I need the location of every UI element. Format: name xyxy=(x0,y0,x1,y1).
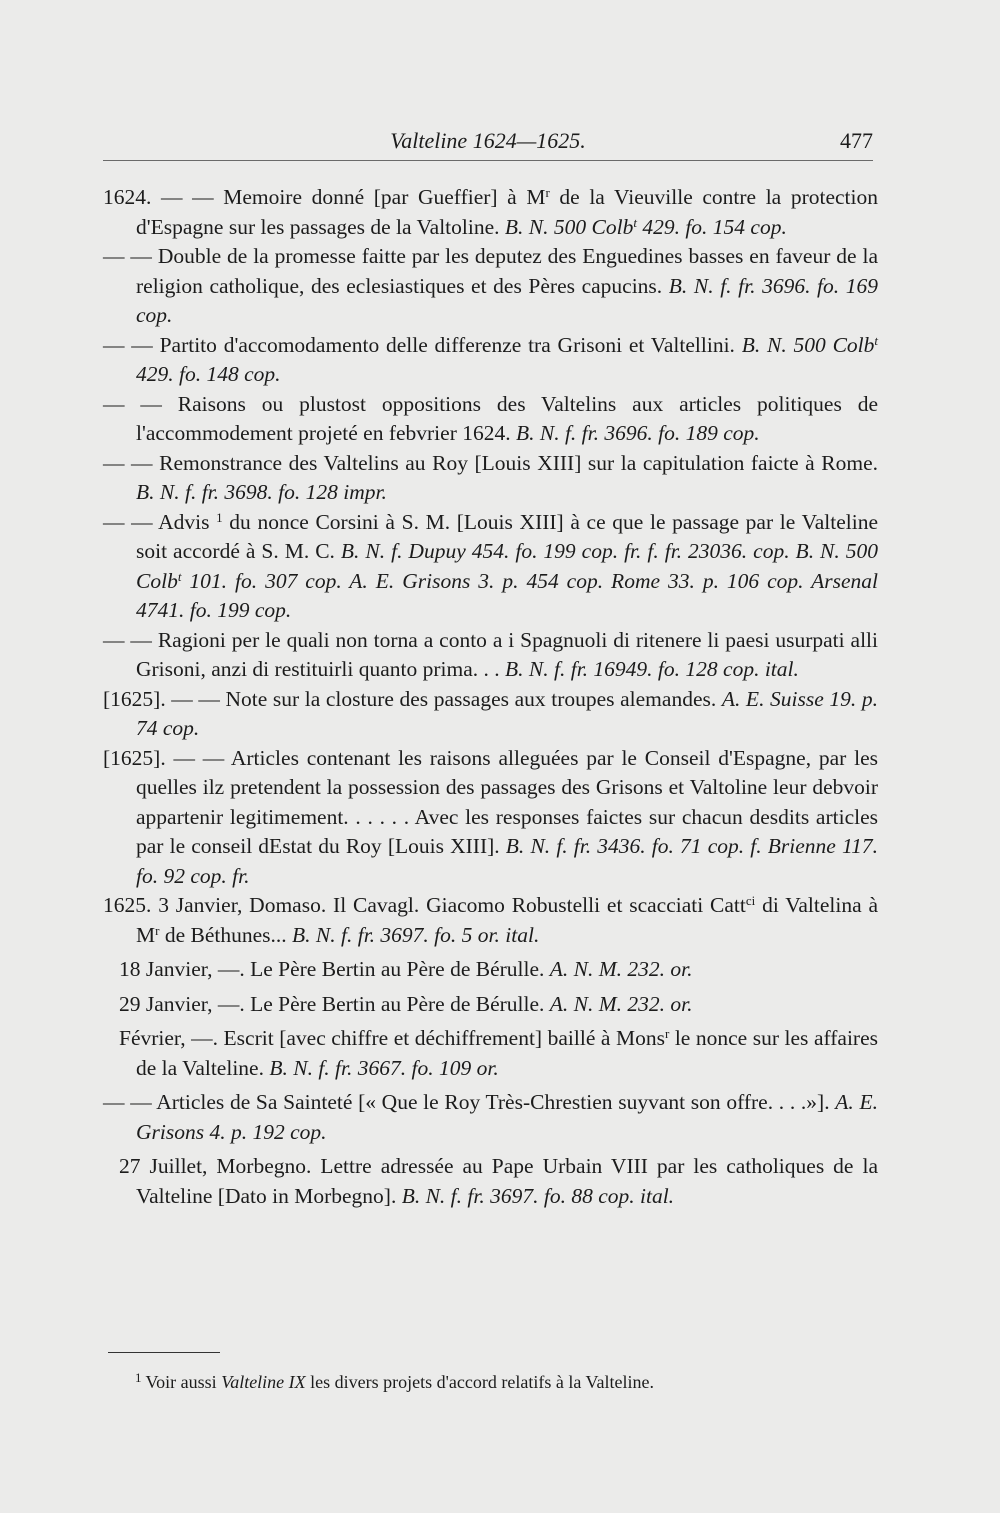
superscript: r xyxy=(664,1026,670,1041)
entry-reference: A. N. M. 232. or. xyxy=(549,957,693,981)
entry-3 xyxy=(103,331,878,390)
entry-reference: 101. fo. 307 cop. A. E. Grisons 3. p. 454 cop. Rome 33. p. 106 cop. Arsenal 4741. fo. 199 cop. xyxy=(136,568,878,622)
entry-15 xyxy=(119,1152,878,1211)
footnote-text: Voir aussi xyxy=(145,1372,222,1392)
entry-text: le nonce sur les affaires de la Valteline. xyxy=(136,1026,879,1080)
entry-1 xyxy=(103,183,878,242)
entry-8 xyxy=(103,685,878,744)
entry-reference: B. N. f. fr. 3697. fo. 88 cop. ital. xyxy=(401,1183,675,1208)
entry-reference: B. N. f. fr. 3697. fo. 5 or. ital. xyxy=(292,922,540,947)
entry-text: Double de la promesse faitte par les deputez des Enguedines basses en faveur de la religion catholique, des eclesiastiques et des Pères capucins. xyxy=(136,244,878,298)
entry-reference: B. N. f. fr. 3667. fo. 109 or. xyxy=(269,1055,499,1080)
footnote-text: les divers projets d'accord relatifs à la Valteline. xyxy=(305,1372,654,1392)
entry-text: Advis xyxy=(158,509,217,534)
entry-text: 29 Janvier, —. Le Père Bertin au Père de Bérulle. xyxy=(119,991,550,1016)
footnote-text: Valteline IX xyxy=(221,1372,306,1392)
entry-13 xyxy=(119,1024,878,1083)
footnote-marker: 1 xyxy=(135,1370,142,1385)
entry-reference: B. N. f. fr. 3696. fo. 169 cop. xyxy=(136,273,878,327)
entry-text: Raisons ou plustost oppositions des Valtelins aux articles politiques de l'accommodement projeté en febvrier 1624. xyxy=(136,391,878,445)
entry-text: Articles contenant les raisons alleguées par le Conseil d'Espagne, par les quelles ilz pretendent la possession des passages des Grisons et Valtoline leur debvoir appartenir legitimement. . . . . . Avec les responses faictes sur chacun desdits articles par le conseil dEstat du Roy [Louis XIII]. xyxy=(136,745,878,858)
entry-text: Remonstrance des Valtelins au Roy [Louis XIII] sur la capitulation faicte à Rome. xyxy=(159,450,878,475)
entry-2 xyxy=(103,242,878,331)
entry-text: Février, —. Escrit [avec chiffre et déchiffrement] baillé à Mons xyxy=(119,1026,665,1050)
entry-reference: 429. fo. 154 cop. xyxy=(636,214,787,239)
entry-9 xyxy=(103,744,878,892)
superscript: r xyxy=(155,922,160,938)
running-header xyxy=(103,120,873,161)
superscript: t xyxy=(177,568,182,584)
entry-text: du nonce Corsini à S. M. [Louis XIII] à ce que le passage par le Valteline soit accordé à S. M. C. xyxy=(136,509,878,563)
entry-reference: 429. fo. 148 cop. xyxy=(136,362,281,386)
entry-reference: B. N. f. fr. 3698. fo. 128 impr. xyxy=(136,480,387,504)
entry-10 xyxy=(103,891,878,950)
entry-6 xyxy=(103,508,878,626)
entry-7 xyxy=(103,626,878,685)
entry-lead: — — xyxy=(103,627,158,652)
entry-lead: 1624. — — xyxy=(103,185,224,209)
superscript: ci xyxy=(745,893,756,908)
entry-text: di Valtelina à M xyxy=(136,893,879,947)
footnote-rule xyxy=(108,1352,220,1353)
superscript: t xyxy=(874,332,879,348)
entry-5 xyxy=(103,449,878,508)
superscript: t xyxy=(633,214,637,230)
entry-text: 3 Janvier, Domaso. Il Cavagl. Giacomo Robustelli et scacciati Catt xyxy=(158,893,746,917)
footnote xyxy=(135,1370,855,1393)
entry-reference: B. N. f. fr. 16949. fo. 128 cop. ital. xyxy=(505,657,799,681)
entry-text: Partito d'accomodamento delle differenze tra Grisoni et Valtellini. xyxy=(159,332,742,357)
entry-text: de Béthunes... xyxy=(159,922,293,947)
entry-text: 18 Janvier, —. Le Père Bertin au Père de Bérulle. xyxy=(119,957,550,981)
entry-12 xyxy=(119,990,878,1020)
footnote-marker: 1 xyxy=(216,509,223,525)
entry-reference: A. E. Grisons 4. p. 192 cop. xyxy=(136,1090,878,1144)
entry-lead: — — xyxy=(103,509,159,534)
entry-reference: B. N. f. fr. 3436. fo. 71 cop. f. Brienne 117. fo. 92 cop. fr. xyxy=(136,834,878,888)
entry-text: Note sur la closture des passages aux troupes alemandes. xyxy=(225,686,722,711)
entry-reference: B. N. f. fr. 3696. fo. 189 cop. xyxy=(515,421,760,445)
entry-lead: — — xyxy=(103,1090,157,1114)
entry-reference: B. N. f. Dupuy 454. fo. 199 cop. fr. f. fr. 23036. cop. B. N. 500 Colb xyxy=(136,539,879,593)
entry-lead: [1625]. — — xyxy=(103,686,226,711)
running-title: Valteline 1624—1625. xyxy=(390,128,586,153)
entry-text: de la Vieuville contre la protection d'Espagne sur les passages de la Valtoline. xyxy=(136,185,878,239)
entry-reference: B. N. 500 Colb xyxy=(504,214,634,239)
entry-lead: 1625. xyxy=(103,893,159,917)
entry-reference: A. N. M. 232. or. xyxy=(549,991,693,1016)
entry-lead: [1625]. — — xyxy=(103,745,231,770)
entry-lead: — — xyxy=(103,332,160,357)
superscript: r xyxy=(545,185,550,200)
entry-text: Articles de Sa Sainteté [« Que le Roy Très-Chrestien suyvant son offre. . . .»]. xyxy=(156,1090,836,1114)
entry-text: Memoire donné [par Gueffier] à M xyxy=(223,185,546,209)
entry-lead: — — xyxy=(103,450,160,475)
entry-lead: — — xyxy=(103,244,158,268)
entry-reference: A. E. Suisse 19. p. 74 cop. xyxy=(136,686,878,740)
entry-14 xyxy=(103,1088,878,1147)
entry-reference: B. N. 500 Colb xyxy=(741,332,875,357)
entries-list xyxy=(103,183,878,1211)
entry-lead: — — xyxy=(103,391,178,416)
entry-text: Ragioni per le quali non torna a conto a i Spagnuoli di ritenere li paesi usurpati alli Grisoni, anzi di restituirli quanto prima. . . xyxy=(136,627,878,681)
page-number: 477 xyxy=(840,128,873,153)
entry-4 xyxy=(103,390,878,449)
entry-11 xyxy=(119,955,878,985)
entry-text: 27 Juillet, Morbegno. Lettre adressée au Pape Urbain VIII par les catholiques de la Valteline [Dato in Morbegno]. xyxy=(119,1154,878,1208)
